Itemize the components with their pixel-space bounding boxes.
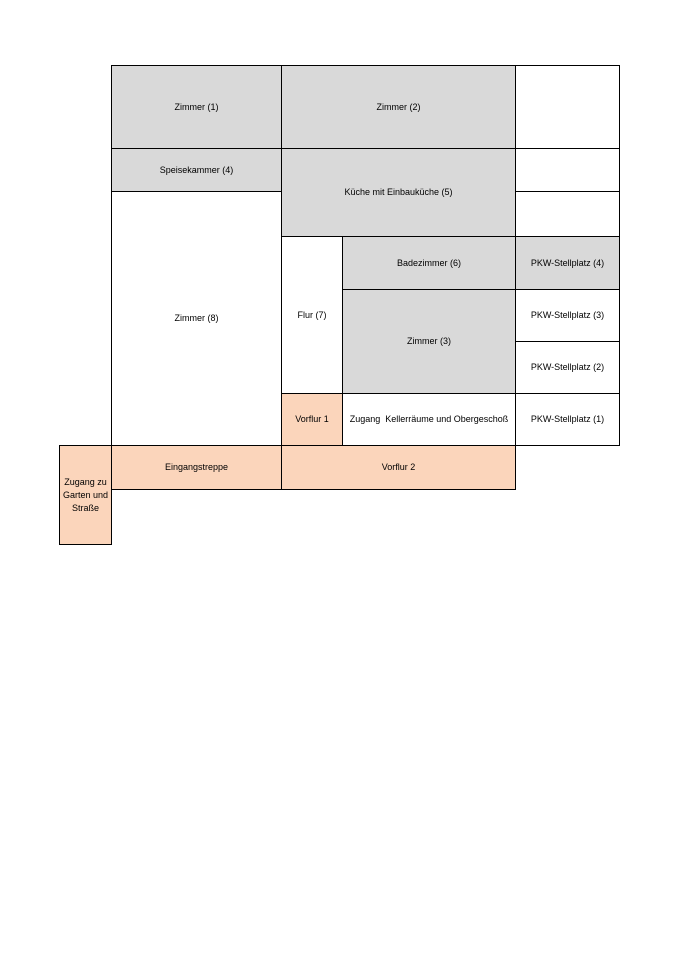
room-zimmer-8 bbox=[111, 191, 282, 446]
parking-space-3-label: PKW-Stellplatz (3) bbox=[530, 310, 605, 320]
empty-cell-top-right-2 bbox=[515, 148, 620, 192]
parking-space-2 bbox=[515, 341, 620, 394]
room-vorflur-2 bbox=[281, 445, 516, 490]
room-zimmer-3 bbox=[342, 289, 516, 394]
room-vorflur-1-label: Vorflur 1 bbox=[295, 414, 329, 424]
room-zimmer-2-label: Zimmer (2) bbox=[376, 101, 421, 112]
room-zimmer-1-label: Zimmer (1) bbox=[174, 101, 219, 112]
parking-space-1-label: PKW-Stellplatz (1) bbox=[530, 414, 605, 424]
access-basement-upper-floor-label: Zugang Kellerräume und Obergeschoß bbox=[349, 414, 509, 424]
room-speisekammer-4 bbox=[111, 148, 282, 192]
access-garden-street bbox=[59, 445, 112, 545]
entrance-stairs bbox=[111, 445, 282, 490]
entrance-stairs-label: Eingangstreppe bbox=[164, 462, 229, 472]
room-badezimmer-6-label: Badezimmer (6) bbox=[396, 257, 461, 268]
room-vorflur-1 bbox=[281, 393, 343, 446]
empty-cell-top-right-3 bbox=[515, 191, 620, 237]
room-zimmer-1 bbox=[111, 65, 282, 149]
room-flur-7-label: Flur (7) bbox=[297, 309, 327, 320]
room-zimmer-2 bbox=[281, 65, 516, 149]
parking-space-4 bbox=[515, 236, 620, 290]
room-kueche-5 bbox=[281, 148, 516, 237]
access-basement-upper-floor bbox=[342, 393, 516, 446]
room-zimmer-3-label: Zimmer (3) bbox=[407, 336, 451, 346]
room-kueche-5-label: Küche mit Einbauküche (5) bbox=[344, 187, 453, 197]
room-flur-7 bbox=[281, 236, 343, 394]
room-vorflur-2-label: Vorflur 2 bbox=[381, 462, 416, 472]
parking-space-3 bbox=[515, 289, 620, 342]
room-zimmer-8-label: Zimmer (8) bbox=[174, 313, 219, 323]
parking-space-4-label: PKW-Stellplatz (4) bbox=[530, 257, 605, 268]
parking-space-2-label: PKW-Stellplatz (2) bbox=[530, 362, 605, 372]
room-badezimmer-6 bbox=[342, 236, 516, 290]
parking-space-1 bbox=[515, 393, 620, 446]
room-speisekammer-4-label: Speisekammer (4) bbox=[159, 164, 234, 175]
empty-cell-top-right-1 bbox=[515, 65, 620, 149]
access-garden-street-label: Zugang zu Garten und Straße bbox=[62, 476, 109, 513]
